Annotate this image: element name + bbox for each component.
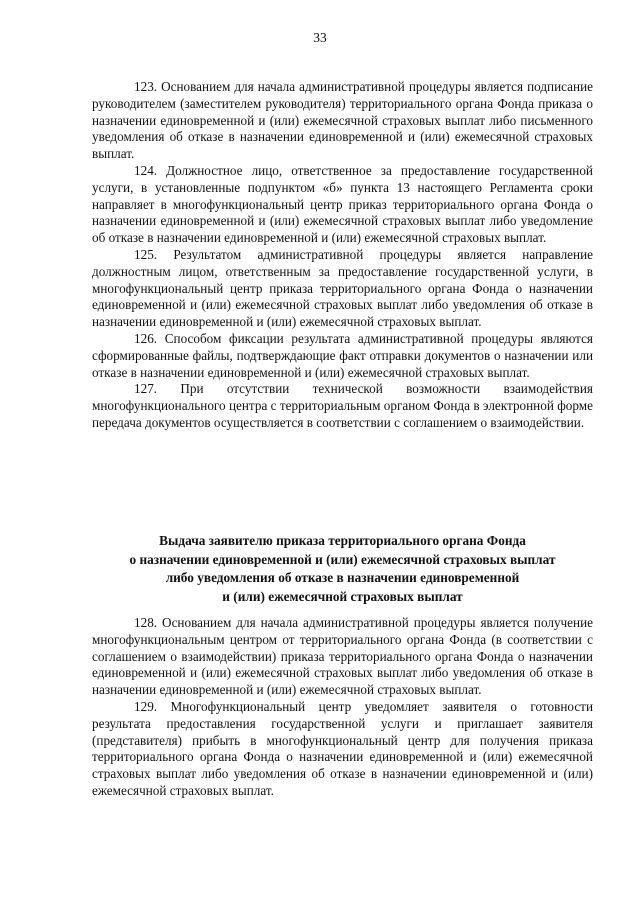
paragraph-129: 129. Многофункциональный центр уведомляет заявителя о готовности результата предоставления государственной услуги и приглашает заявителя (представителя) прибыть в многофункциональный центр для получения приказа территориального органа Фонда о назначении единовременной и (или) ежемесячной страховых выплат либо уведомления об отказе в назначении единовременной и (или) ежемесячной страховых выплат. [92,698,593,798]
section-heading-line: Выдача заявителю приказа территориального органа Фонда [159,533,526,548]
page-number: 33 [313,30,327,45]
section-heading-line: либо уведомления об отказе в назначении единовременной [165,570,520,585]
paragraph-128: 128. Основанием для начала административной процедуры является получение многофункциональным центром от территориального органа Фонда (в соответствии с соглашением о взаимодействии) приказа территориального органа Фонда о назначении единовременной и (или) ежемесячной страховых выплат либо уведомления об отказе в назначении единовременной и (или) ежемесячной страховых выплат. [92,615,593,698]
paragraph-123: 123. Основанием для начала административной процедуры является подписание руководителем (заместителем руководителя) территориального органа Фонда приказа о назначении единовременной и (или) ежемесячной страховых выплат либо письменного уведомления об отказе в назначении единовременной и (или) ежемесячной страховых выплат. [92,79,593,162]
paragraphs-before-heading [92,79,593,432]
section-heading [92,532,593,606]
section-heading-line: и (или) ежемесячной страховых выплат [222,588,463,604]
paragraphs-after-heading [92,615,593,800]
paragraph-127: 127. При отсутствии технической возможности взаимодействия многофункционального центра с территориальным органом Фонда в электронной форме передача документов осуществляется в соответствии с соглашением о взаимодействии. [92,381,593,430]
paragraph-125: 125. Результатом административной процедуры является направление должностным лицом, ответственным за предоставление государственной услуги, в многофункциональный центр приказа территориального органа Фонда о назначении единовременной и (или) ежемесячной страховых выплат либо уведомления об отказе в назначении единовременной и (или) ежемесячной страховых выплат. [92,246,593,330]
paragraph-124: 124. Должностное лицо, ответственное за предоставление государственной услуги, в установленные подпунктом «б» пункта 13 настоящего Регламента сроки направляет в многофункциональный центр приказ территориального органа Фонда о назначении единовременной и (или) ежемесячной страховых выплат либо уведомление об отказе в назначении единовременной и (или) ежемесячной страховых выплат. [92,162,593,246]
section-heading-line: о назначении единовременной и (или) ежемесячной страховых выплат [129,551,556,567]
paragraph-126: 126. Способом фиксации результата административной процедуры являются сформированные файлы, подтверждающие факт отправки документов о назначении или отказе в назначении единовременной и (или) ежемесячной страховых выплат. [92,330,593,380]
